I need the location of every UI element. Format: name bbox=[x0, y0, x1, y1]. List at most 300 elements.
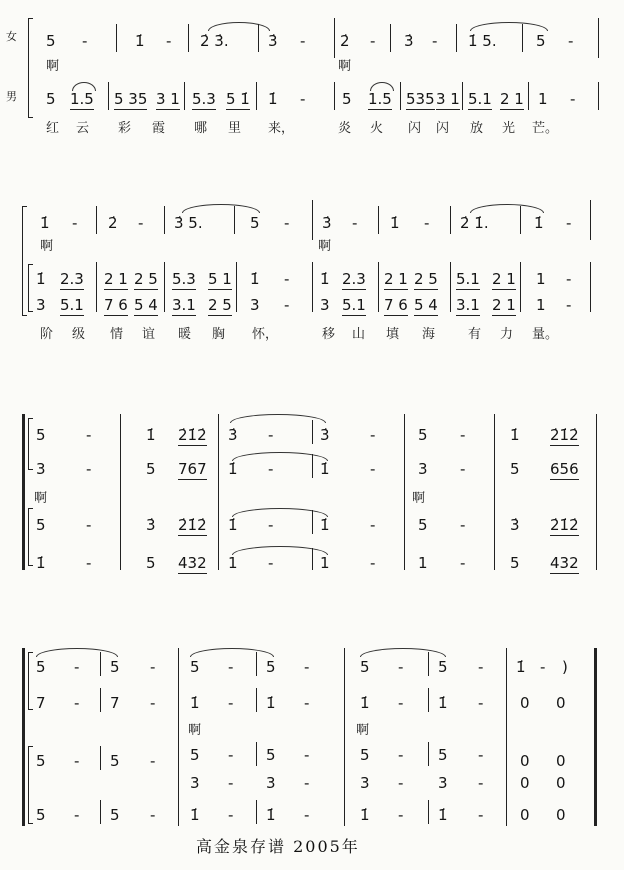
lower-brace bbox=[28, 746, 33, 824]
note: 5 bbox=[266, 746, 276, 764]
note: 3 bbox=[190, 774, 200, 792]
note: 3 bbox=[36, 296, 46, 314]
note: 1̇ bbox=[36, 554, 46, 572]
barline bbox=[256, 652, 257, 676]
note: 5 bbox=[418, 516, 428, 534]
lyric: 情 bbox=[110, 327, 124, 342]
note: 1̇ bbox=[360, 806, 370, 824]
note: 2 5 bbox=[134, 270, 158, 288]
note: - bbox=[304, 774, 310, 792]
note: 2̇1̇2̇ bbox=[550, 426, 579, 444]
note: 1.5 bbox=[368, 90, 392, 108]
note: 5 bbox=[438, 746, 448, 764]
note: 3̇ bbox=[404, 32, 414, 50]
barline bbox=[218, 414, 219, 570]
note: 3 bbox=[266, 774, 276, 792]
lyric: 哪 bbox=[194, 121, 208, 136]
female-lyric: 啊 bbox=[338, 59, 352, 74]
system-bar bbox=[22, 648, 25, 826]
barline bbox=[596, 414, 597, 570]
note: 3 bbox=[418, 460, 428, 478]
male-part-label: 男 bbox=[6, 90, 17, 103]
barline bbox=[312, 262, 313, 312]
note: 5 4 bbox=[134, 296, 158, 314]
note: 0 bbox=[520, 694, 530, 712]
lyric: 闪 bbox=[408, 121, 422, 136]
note: 1 bbox=[536, 296, 546, 314]
barline bbox=[100, 688, 101, 712]
female-lyric: 啊 bbox=[46, 59, 60, 74]
note: 5 1̇ bbox=[226, 90, 250, 108]
note: 1̇ bbox=[266, 806, 276, 824]
note: - bbox=[424, 214, 430, 232]
barline bbox=[344, 648, 345, 826]
barline bbox=[188, 24, 189, 52]
lyric: 力 bbox=[500, 327, 514, 342]
tie bbox=[360, 648, 446, 657]
note: 3 1 bbox=[156, 90, 180, 108]
note: 3.1 bbox=[456, 296, 480, 314]
note: - bbox=[398, 658, 404, 676]
note: 1̇ bbox=[266, 694, 276, 712]
note: 2̇ bbox=[340, 32, 350, 50]
note: - bbox=[74, 658, 80, 676]
tie bbox=[36, 648, 118, 657]
barline bbox=[378, 206, 379, 234]
note: 1̇ bbox=[146, 426, 156, 444]
lyric: 炎 bbox=[338, 121, 352, 136]
note: 5 bbox=[342, 90, 352, 108]
note: 5 bbox=[36, 426, 46, 444]
note: - bbox=[398, 806, 404, 824]
note: - bbox=[228, 694, 234, 712]
female-lyric: 啊 bbox=[40, 239, 54, 254]
note: - bbox=[268, 516, 274, 534]
note: 5 bbox=[110, 806, 120, 824]
note: - bbox=[72, 214, 78, 232]
barline bbox=[428, 800, 429, 824]
lyric: 移 bbox=[322, 327, 336, 342]
barline bbox=[256, 688, 257, 712]
note: - bbox=[300, 32, 306, 50]
note: - bbox=[304, 694, 310, 712]
note: - bbox=[370, 32, 376, 50]
note: 432 bbox=[550, 554, 579, 572]
note: 2̇ 3̇. bbox=[200, 32, 229, 50]
note: 5 bbox=[510, 460, 520, 478]
upper-brace bbox=[28, 652, 33, 710]
note: 2̇1̇2̇ bbox=[178, 516, 207, 534]
note: - bbox=[478, 774, 484, 792]
barline bbox=[120, 414, 121, 570]
note: 2 5 bbox=[208, 296, 232, 314]
note: 2 1 bbox=[492, 296, 516, 314]
note: 0 bbox=[520, 774, 530, 792]
note: - bbox=[478, 806, 484, 824]
note: 3̇ bbox=[228, 426, 238, 444]
note: - bbox=[566, 296, 572, 314]
barline bbox=[164, 206, 165, 234]
note: 5 bbox=[438, 658, 448, 676]
lyric: 来， bbox=[268, 121, 295, 136]
note: 1 bbox=[320, 554, 330, 572]
note: 5 bbox=[250, 214, 260, 232]
note: 3̇ 5. bbox=[174, 214, 203, 232]
lyric: 量。 bbox=[532, 327, 559, 342]
note: - bbox=[370, 516, 376, 534]
barline bbox=[456, 24, 457, 52]
barline bbox=[96, 262, 97, 312]
note: 1̇ bbox=[190, 694, 200, 712]
note: 5.1 bbox=[456, 270, 480, 288]
note: 1̇ bbox=[250, 270, 260, 288]
note: 656 bbox=[550, 460, 579, 478]
note: - bbox=[304, 806, 310, 824]
tie bbox=[232, 508, 328, 517]
note: 5 35 bbox=[114, 90, 148, 108]
note: - bbox=[228, 774, 234, 792]
note: 1̇ bbox=[438, 694, 448, 712]
barline bbox=[378, 262, 379, 312]
note: 0 bbox=[556, 774, 566, 792]
system-bar bbox=[22, 414, 25, 570]
note: ) bbox=[562, 658, 568, 676]
note: 0 bbox=[520, 752, 530, 770]
lyric: 彩 bbox=[118, 121, 132, 136]
note: - bbox=[478, 658, 484, 676]
note: 1̇ bbox=[320, 270, 330, 288]
note: 3 1 bbox=[436, 90, 460, 108]
note: 3.1 bbox=[172, 296, 196, 314]
note: 5 bbox=[110, 752, 120, 770]
lyric: 里 bbox=[228, 121, 242, 136]
note: - bbox=[540, 658, 546, 676]
lyric: 闪 bbox=[436, 121, 450, 136]
barline bbox=[184, 82, 185, 110]
system-brace bbox=[28, 18, 33, 118]
note: 1̇ bbox=[438, 806, 448, 824]
barline bbox=[428, 688, 429, 712]
note: 3̇ bbox=[268, 32, 278, 50]
note: 7 6 bbox=[384, 296, 408, 314]
tie bbox=[232, 546, 328, 555]
note: 3 bbox=[250, 296, 260, 314]
note: - bbox=[352, 214, 358, 232]
tie bbox=[190, 648, 274, 657]
barline bbox=[100, 652, 101, 676]
note: - bbox=[86, 516, 92, 534]
note: 5.1 bbox=[342, 296, 366, 314]
slur bbox=[182, 204, 260, 213]
note: 2̇1̇2̇ bbox=[178, 426, 207, 444]
note: - bbox=[74, 752, 80, 770]
barline bbox=[520, 206, 521, 234]
note: - bbox=[478, 694, 484, 712]
note: 1 bbox=[228, 554, 238, 572]
lyric: 级 bbox=[72, 327, 86, 342]
lyric: 芒。 bbox=[532, 121, 559, 136]
note: 1̇ bbox=[228, 516, 238, 534]
note: - bbox=[284, 214, 290, 232]
note: - bbox=[86, 554, 92, 572]
note: 7 bbox=[110, 694, 120, 712]
barline bbox=[450, 206, 451, 234]
note: 5 bbox=[418, 426, 428, 444]
note: 1̇ bbox=[320, 516, 330, 534]
note: 0 bbox=[556, 752, 566, 770]
lyric: 啊 bbox=[412, 491, 426, 506]
barline bbox=[96, 206, 97, 234]
barline bbox=[494, 414, 495, 570]
barline bbox=[428, 742, 429, 766]
note: 5.3 bbox=[172, 270, 196, 288]
lower-brace bbox=[28, 508, 33, 566]
lyric: 啊 bbox=[34, 491, 48, 506]
lyric: 有 bbox=[468, 327, 482, 342]
male-brace bbox=[28, 264, 33, 312]
note: 5 bbox=[146, 554, 156, 572]
note: 767 bbox=[178, 460, 207, 478]
note: - bbox=[566, 270, 572, 288]
note: 1̇ bbox=[390, 214, 400, 232]
system-brace bbox=[22, 206, 27, 316]
note: - bbox=[138, 214, 144, 232]
note: 7 6 bbox=[104, 296, 128, 314]
lyric: 暖 bbox=[178, 327, 192, 342]
note: - bbox=[370, 554, 376, 572]
note: - bbox=[304, 658, 310, 676]
note: - bbox=[566, 214, 572, 232]
lyric: 怀， bbox=[252, 327, 279, 342]
lyric: 山 bbox=[352, 327, 366, 342]
barline bbox=[462, 82, 463, 110]
note: 2 1 bbox=[384, 270, 408, 288]
barline bbox=[100, 746, 101, 770]
note: 535 bbox=[406, 90, 435, 108]
note: - bbox=[150, 694, 156, 712]
barline bbox=[590, 200, 591, 240]
note: - bbox=[74, 806, 80, 824]
note: 2.3 bbox=[60, 270, 84, 288]
note: - bbox=[284, 270, 290, 288]
note: - bbox=[268, 554, 274, 572]
barline bbox=[256, 742, 257, 766]
note: 5 bbox=[190, 746, 200, 764]
note: 1̇ bbox=[534, 214, 544, 232]
note: 2̇ 1̇. bbox=[460, 214, 489, 232]
lyric: 红 bbox=[46, 121, 60, 136]
note: - bbox=[568, 32, 574, 50]
lyric: 阶 bbox=[40, 327, 54, 342]
note: 5 bbox=[360, 746, 370, 764]
note: - bbox=[150, 752, 156, 770]
barline bbox=[334, 18, 335, 58]
upper-brace bbox=[28, 418, 33, 470]
barline bbox=[428, 652, 429, 676]
note: - bbox=[74, 694, 80, 712]
note: 2 5 bbox=[414, 270, 438, 288]
note: 5.3 bbox=[192, 90, 216, 108]
note: 3 bbox=[438, 774, 448, 792]
note: - bbox=[82, 32, 88, 50]
note: 3 bbox=[36, 460, 46, 478]
note: 5 bbox=[360, 658, 370, 676]
note: - bbox=[570, 90, 576, 108]
barline bbox=[312, 200, 313, 240]
slur bbox=[208, 22, 270, 31]
note: - bbox=[460, 554, 466, 572]
female-lyric: 啊 bbox=[318, 239, 332, 254]
note: 5 bbox=[36, 752, 46, 770]
lyric: 填 bbox=[386, 327, 400, 342]
note: - bbox=[398, 774, 404, 792]
note: 5 bbox=[146, 460, 156, 478]
note: 1̇ bbox=[40, 214, 50, 232]
note: 1̇ bbox=[516, 658, 526, 676]
note: - bbox=[432, 32, 438, 50]
note: - bbox=[460, 426, 466, 444]
note: 3̇ bbox=[146, 516, 156, 534]
note: 3̇ bbox=[322, 214, 332, 232]
note: 1 bbox=[536, 270, 546, 288]
note: 3 bbox=[360, 774, 370, 792]
note: 5.1 bbox=[468, 90, 492, 108]
barline bbox=[312, 510, 313, 534]
note: - bbox=[304, 746, 310, 764]
barline bbox=[334, 82, 335, 110]
note: - bbox=[166, 32, 172, 50]
barline bbox=[590, 262, 591, 312]
tie bbox=[232, 452, 328, 461]
note: 1̇ bbox=[135, 32, 145, 50]
note: 1 bbox=[538, 90, 548, 108]
note: 2 1 bbox=[500, 90, 524, 108]
note: 5 bbox=[46, 90, 56, 108]
barline bbox=[506, 648, 507, 826]
barline bbox=[256, 800, 257, 824]
note: 1̇ bbox=[360, 694, 370, 712]
barline bbox=[528, 82, 529, 110]
note: 1.5 bbox=[70, 90, 94, 108]
barline bbox=[522, 24, 523, 52]
barline bbox=[100, 800, 101, 824]
note: - bbox=[150, 806, 156, 824]
note: 2̇ bbox=[108, 214, 118, 232]
note: 5 bbox=[36, 658, 46, 676]
note: 5 bbox=[536, 32, 546, 50]
note: 0 bbox=[556, 806, 566, 824]
note: - bbox=[228, 658, 234, 676]
barline bbox=[164, 262, 165, 312]
lyric: 啊 bbox=[356, 723, 370, 738]
lyric: 胸 bbox=[212, 327, 226, 342]
slur bbox=[470, 22, 548, 31]
barline bbox=[236, 262, 237, 312]
note: 432 bbox=[178, 554, 207, 572]
note: - bbox=[370, 426, 376, 444]
note: 1̇ bbox=[228, 460, 238, 478]
lyric: 海 bbox=[422, 327, 436, 342]
lyric: 光 bbox=[502, 121, 516, 136]
note: - bbox=[478, 746, 484, 764]
barline bbox=[312, 420, 313, 444]
note: 5 bbox=[110, 658, 120, 676]
note: 1̇ bbox=[36, 270, 46, 288]
note: 2.3 bbox=[342, 270, 366, 288]
female-part-label: 女 bbox=[6, 30, 17, 43]
barline bbox=[312, 548, 313, 570]
note: 5 bbox=[36, 516, 46, 534]
note: 5.1 bbox=[60, 296, 84, 314]
note: - bbox=[370, 460, 376, 478]
note: 5 4 bbox=[414, 296, 438, 314]
note: - bbox=[300, 90, 306, 108]
barline bbox=[312, 454, 313, 478]
barline bbox=[400, 82, 401, 110]
note: 2 1 bbox=[492, 270, 516, 288]
note: 1̇ bbox=[190, 806, 200, 824]
note: - bbox=[398, 746, 404, 764]
note: 2 1 bbox=[104, 270, 128, 288]
note: 1̇ bbox=[510, 426, 520, 444]
barline bbox=[258, 24, 259, 52]
lyric: 火 bbox=[370, 121, 384, 136]
note: 3̇ bbox=[510, 516, 520, 534]
barline bbox=[234, 206, 235, 234]
lyric: 云 bbox=[76, 121, 90, 136]
lyric: 霞 bbox=[152, 121, 166, 136]
lyric: 放 bbox=[470, 121, 484, 136]
barline bbox=[178, 648, 179, 826]
footer-attribution: 高金泉存谱 2005年 bbox=[196, 837, 360, 856]
barline bbox=[598, 18, 599, 58]
note: 5 bbox=[190, 658, 200, 676]
barline bbox=[520, 262, 521, 312]
note: - bbox=[86, 426, 92, 444]
lyric: 啊 bbox=[188, 723, 202, 738]
note: - bbox=[228, 746, 234, 764]
barline bbox=[116, 24, 117, 52]
barline bbox=[256, 82, 257, 110]
note: 5 bbox=[266, 658, 276, 676]
note: - bbox=[398, 694, 404, 712]
slur bbox=[470, 204, 544, 213]
note: 1̇ bbox=[268, 90, 278, 108]
note: - bbox=[228, 806, 234, 824]
barline bbox=[390, 24, 391, 52]
note: 0 bbox=[520, 806, 530, 824]
note: 5 1 bbox=[208, 270, 232, 288]
final-barline bbox=[594, 648, 597, 826]
note: 2̇1̇2̇ bbox=[550, 516, 579, 534]
note: 5 bbox=[46, 32, 56, 50]
barline bbox=[404, 414, 405, 570]
barline bbox=[598, 82, 599, 110]
note: 0 bbox=[556, 694, 566, 712]
note: - bbox=[150, 658, 156, 676]
note: - bbox=[268, 426, 274, 444]
note: - bbox=[86, 460, 92, 478]
barline bbox=[108, 82, 109, 110]
lyric: 谊 bbox=[142, 327, 156, 342]
note: 1 bbox=[418, 554, 428, 572]
note: - bbox=[268, 460, 274, 478]
note: 5 bbox=[510, 554, 520, 572]
note: 5 bbox=[36, 806, 46, 824]
note: 3̇ bbox=[320, 426, 330, 444]
note: 3 bbox=[320, 296, 330, 314]
note: 1̇ 5. bbox=[468, 32, 497, 50]
